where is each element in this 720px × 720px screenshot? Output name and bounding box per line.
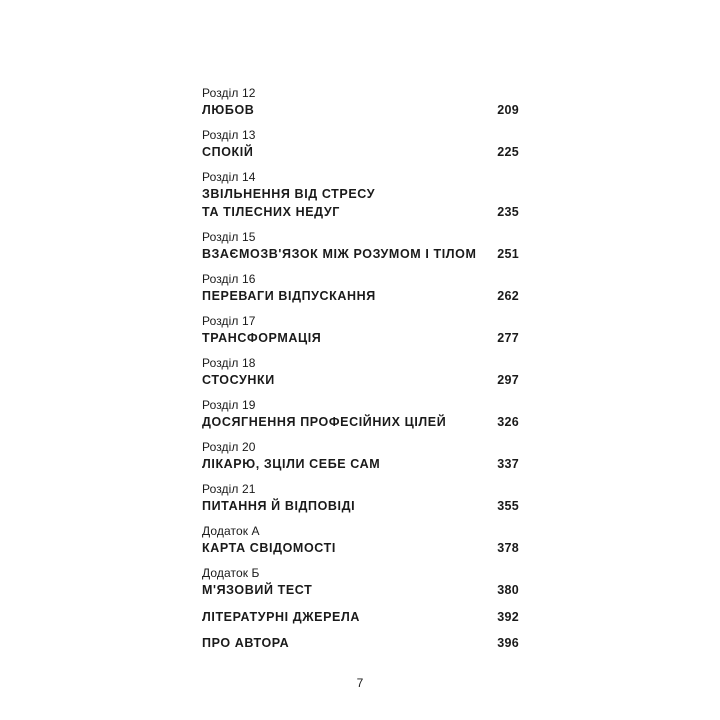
toc-entry-references[interactable] [202, 608, 519, 626]
toc-chapter-title: ЗВІЛЬНЕННЯ ВІД СТРЕСУ ТА ТІЛЕСНИХ НЕДУГ [202, 187, 376, 219]
toc-page-number: 209 [497, 103, 519, 117]
toc-entry-appendix-a[interactable] [202, 524, 519, 557]
toc-page-number: 277 [497, 331, 519, 345]
toc-entry-chapter-14[interactable] [202, 170, 519, 221]
toc-chapter-label: Розділ 13 [202, 128, 256, 142]
toc-chapter-label: Розділ 18 [202, 356, 256, 370]
toc-entry-chapter-19[interactable] [202, 398, 519, 431]
toc-entry-about-author[interactable] [202, 634, 519, 652]
toc-chapter-label: Розділ 14 [202, 170, 256, 184]
toc-chapter-title: ЛІКАРЮ, ЗЦІЛИ СЕБЕ САМ [202, 457, 381, 471]
toc-appendix-label: Додаток Б [202, 566, 260, 580]
toc-entry-chapter-12[interactable] [202, 86, 519, 119]
toc-chapter-label: Розділ 20 [202, 440, 256, 454]
toc-chapter-title: ЛЮБОВ [202, 103, 255, 117]
toc-chapter-title: ДОСЯГНЕННЯ ПРОФЕСІЙНИХ ЦІЛЕЙ [202, 415, 447, 429]
toc-page-number: 326 [497, 415, 519, 429]
table-of-contents [202, 86, 519, 660]
toc-chapter-title: СТОСУНКИ [202, 373, 275, 387]
toc-page-number: 297 [497, 373, 519, 387]
toc-page-number: 337 [497, 457, 519, 471]
toc-section-title: ЛІТЕРАТУРНІ ДЖЕРЕЛА [202, 610, 360, 624]
toc-page-number: 251 [497, 247, 519, 261]
toc-entry-chapter-16[interactable] [202, 272, 519, 305]
toc-entry-appendix-b[interactable] [202, 566, 519, 599]
toc-chapter-title: ПЕРЕВАГИ ВІДПУСКАННЯ [202, 289, 376, 303]
toc-chapter-title: ВЗАЄМОЗВ'ЯЗОК МІЖ РОЗУМОМ І ТІЛОМ [202, 247, 477, 261]
toc-chapter-label: Розділ 12 [202, 86, 256, 100]
toc-chapter-label: Розділ 19 [202, 398, 256, 412]
toc-page-number: 380 [497, 583, 519, 597]
toc-entry-chapter-17[interactable] [202, 314, 519, 347]
toc-page-number: 355 [497, 499, 519, 513]
toc-page-number: 235 [497, 205, 519, 219]
toc-chapter-label: Розділ 17 [202, 314, 256, 328]
toc-chapter-title: ТРАНСФОРМАЦІЯ [202, 331, 322, 345]
toc-entry-chapter-18[interactable] [202, 356, 519, 389]
toc-entry-chapter-15[interactable] [202, 230, 519, 263]
page-number: 7 [356, 676, 364, 690]
toc-appendix-title: КАРТА СВІДОМОСТІ [202, 541, 336, 555]
toc-chapter-label: Розділ 16 [202, 272, 256, 286]
toc-appendix-label: Додаток А [202, 524, 260, 538]
toc-entry-chapter-20[interactable] [202, 440, 519, 473]
toc-page-number: 396 [497, 636, 519, 650]
toc-chapter-title: СПОКІЙ [202, 145, 254, 159]
toc-appendix-title: М'ЯЗОВИЙ ТЕСТ [202, 583, 313, 597]
toc-page-number: 225 [497, 145, 519, 159]
toc-chapter-label: Розділ 21 [202, 482, 256, 496]
toc-entry-chapter-13[interactable] [202, 128, 519, 161]
toc-chapter-title: ПИТАННЯ Й ВІДПОВІДІ [202, 499, 356, 513]
toc-chapter-label: Розділ 15 [202, 230, 256, 244]
toc-page-number: 262 [497, 289, 519, 303]
toc-section-title: ПРО АВТОРА [202, 636, 290, 650]
toc-page-number: 392 [497, 610, 519, 624]
toc-entry-chapter-21[interactable] [202, 482, 519, 515]
toc-page-number: 378 [497, 541, 519, 555]
